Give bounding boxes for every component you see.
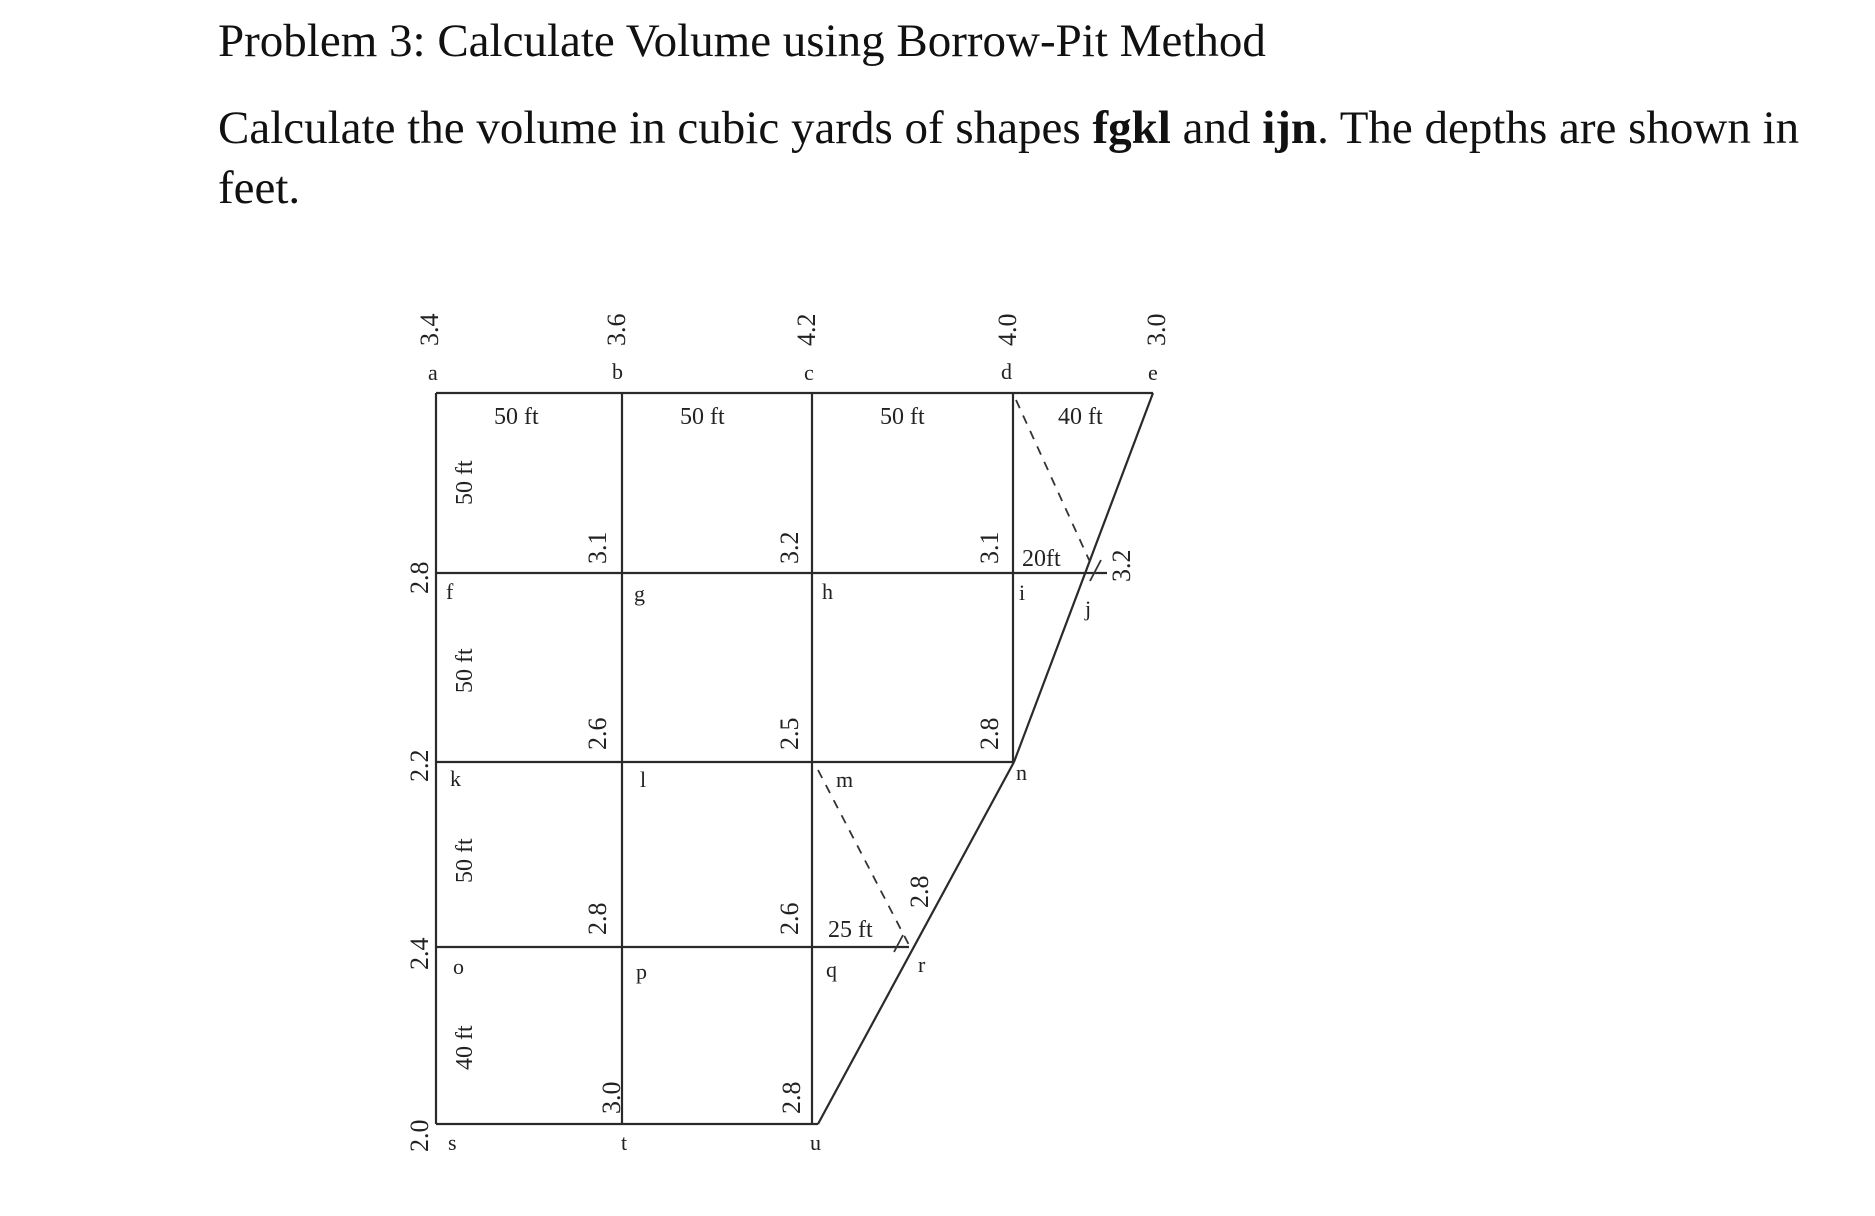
dim-qr: 25 ft [828, 917, 873, 943]
dim-ko: 50 ft [452, 838, 478, 883]
point-g: g [634, 581, 645, 606]
dim-os: 40 ft [452, 1025, 478, 1070]
point-r: r [918, 952, 926, 977]
dim-fk: 50 ft [452, 648, 478, 693]
point-j: j [1085, 596, 1092, 621]
point-b: b [612, 359, 623, 384]
point-labels [428, 359, 1158, 1155]
depth-e: 3.0 [1142, 313, 1171, 346]
point-s: s [448, 1130, 457, 1155]
point-m: m [836, 767, 854, 792]
depth-c: 4.2 [792, 313, 821, 346]
depth-q: 2.6 [775, 902, 804, 935]
dimension-labels-horizontal [494, 404, 1103, 943]
depth-p: 2.8 [583, 902, 612, 935]
point-p: p [636, 959, 647, 984]
dim-af: 50 ft [452, 460, 478, 505]
point-f: f [446, 579, 454, 604]
grid-lines [436, 393, 1153, 1124]
point-c: c [804, 360, 814, 385]
depth-m: 2.5 [775, 717, 804, 750]
tick-j [1090, 560, 1101, 581]
tick-r [894, 935, 903, 952]
depth-k: 2.2 [405, 749, 434, 782]
depth-i: 3.1 [975, 531, 1004, 564]
depth-s: 2.0 [405, 1119, 434, 1152]
depth-t: 3.0 [597, 1081, 626, 1114]
dim-bc: 50 ft [680, 404, 725, 430]
depth-l: 2.6 [583, 717, 612, 750]
depth-n: 2.8 [975, 717, 1004, 750]
point-o: o [453, 954, 464, 979]
point-e: e [1148, 360, 1158, 385]
depth-g: 3.1 [583, 531, 612, 564]
point-l: l [640, 767, 647, 792]
dim-de: 40 ft [1058, 404, 1103, 430]
point-a: a [428, 360, 438, 385]
depth-o: 2.4 [405, 937, 434, 970]
point-i: i [1019, 580, 1026, 605]
depth-b: 3.6 [602, 313, 631, 346]
point-h: h [822, 579, 833, 604]
dashed-lines [818, 400, 1090, 945]
edge-n-u [818, 762, 1014, 1124]
depth-a: 3.4 [415, 313, 444, 346]
point-n: n [1016, 760, 1027, 785]
shape-ijn: ijn [1262, 102, 1318, 154]
depth-values [405, 314, 1171, 1153]
point-u: u [810, 1130, 821, 1155]
problem-title: Problem 3: Calculate Volume using Borrow-Pit Method [218, 15, 1266, 67]
statement-part-2: and [1170, 102, 1263, 154]
dim-ab: 50 ft [494, 404, 539, 430]
depth-j: 3.2 [1107, 549, 1136, 582]
depth-r: 2.8 [905, 875, 934, 908]
shape-fgkl: fgkl [1092, 102, 1171, 154]
point-t: t [621, 1130, 628, 1155]
point-q: q [826, 957, 837, 982]
dim-ij: 20ft [1022, 546, 1061, 572]
depth-h: 3.2 [775, 531, 804, 564]
point-d: d [1001, 359, 1012, 384]
depth-u: 2.8 [777, 1081, 806, 1114]
depth-d: 4.0 [993, 313, 1022, 346]
dim-cd: 50 ft [880, 404, 925, 430]
statement-part-3: . The depths are shown in feet. [218, 102, 1800, 214]
depth-f: 2.8 [405, 561, 434, 594]
point-k: k [450, 766, 461, 791]
statement-part-1: Calculate the volume in cubic yards of shapes [218, 102, 1093, 154]
